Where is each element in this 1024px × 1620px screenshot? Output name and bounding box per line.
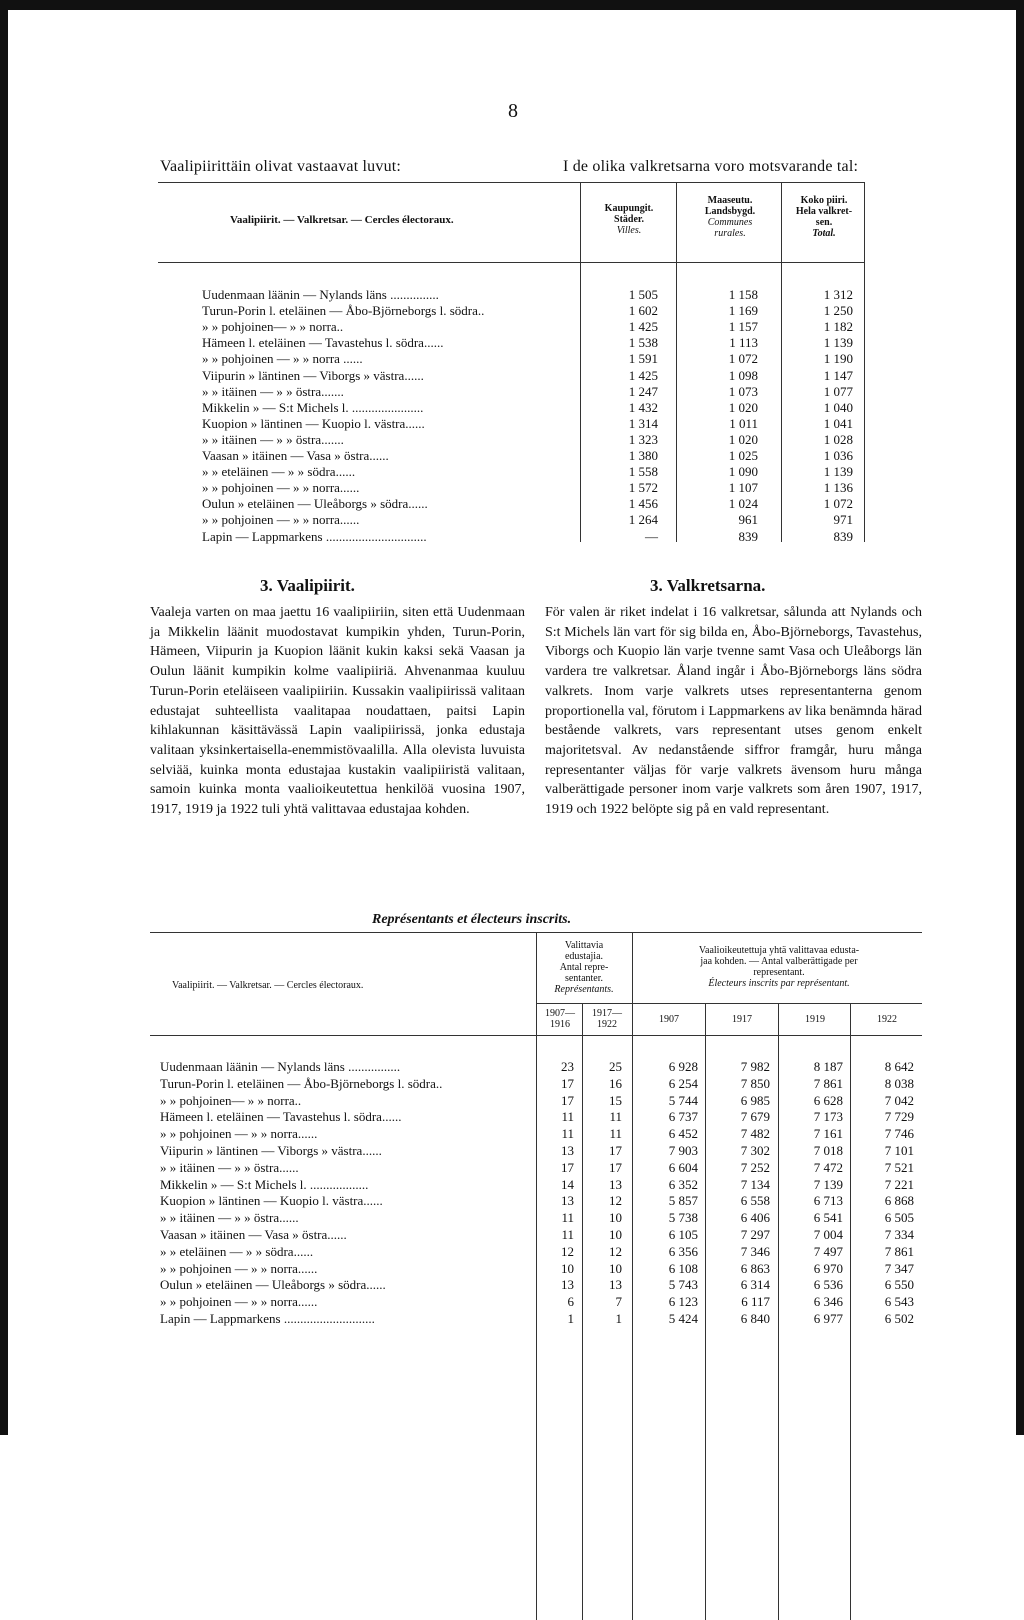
section-title-sv: 3. Valkretsarna. — [650, 576, 766, 595]
table-cell-1922: 7 521 — [884, 1159, 914, 1175]
table-row-label: » » itäinen — » » östra....... — [202, 431, 344, 447]
table-cell-1917: 7 134 — [740, 1176, 770, 1192]
table-cell-1917: 6 558 — [740, 1193, 770, 1209]
table-cell-rep-1917: 15 — [609, 1092, 622, 1108]
table-row-label: Mikkelin » — S:t Michels l. ...................... — [202, 399, 424, 415]
table-cell-cities: 1 456 — [628, 496, 658, 512]
table-cell-rural: 1 090 — [728, 464, 758, 480]
page-number: 8 — [508, 100, 518, 122]
table-cell-cities: — — [645, 528, 658, 544]
table-cell-1919: 7 472 — [813, 1159, 843, 1175]
table-cell-rural: 1 020 — [728, 399, 758, 415]
table-row-label: » » itäinen — » » östra....... — [202, 383, 344, 399]
section-text-fi: Vaaleja varten on maa jaettu 16 vaalipiiriin, siten että Uudenmaan ja Mikkelin läänit muodostavat kumpikin yhden, Turun-Porin, Hämeen, Viipurin ja Kuopion läänit kukin kaksi sekä Vaasan ja Oulun läänit kumpikin kolme vaalipiiriä. Ahvenanmaa kuuluu Turun-Porin eteläiseen vaalipiiriin. Kussakin vaalipiirissä valitaan edustajat suhteellista vaalitapaa noudattaen, paitsi Lapin kihlakunnan käsittävässä Lapin vaalipiirissä, jonka edustaja valitaan yksinkertaisella-enemmistövaalilla. Alla olevista luvuista selviää, kuinka monta edustajaa kustakin vaalipiiristä valitaan, samoin kuinka monta vaalioikeutettua henkilöä vuosina 1907, 1917, 1919 ja 1922 tuli yhtä valittavaa edustajaa kohden. — [150, 605, 525, 818]
table-cell-1922: 6 868 — [884, 1193, 914, 1209]
table-cell-rep-1917: 16 — [609, 1075, 622, 1091]
table-row-label: Oulun » eteläinen — Uleåborgs » södra...... — [160, 1277, 386, 1293]
table-cell-cities: 1 602 — [628, 303, 658, 319]
table-cell-1922: 6 543 — [884, 1294, 914, 1310]
table-row-label: » » pohjoinen — » » norra...... — [160, 1260, 318, 1276]
table-row-label: » » itäinen — » » östra...... — [160, 1210, 299, 1226]
table-cell-1922: 6 505 — [884, 1210, 914, 1226]
table-cell-1922: 7 042 — [884, 1092, 914, 1108]
table-cell-1907: 6 108 — [668, 1260, 698, 1276]
table-cell-total: 839 — [833, 528, 853, 544]
table-cell-rep-1907: 17 — [561, 1092, 574, 1108]
table-cell-total: 1 136 — [823, 480, 853, 496]
table-row-label: » » pohjoinen — » » norra...... — [160, 1126, 318, 1142]
heading-fi: Vaalipiirittäin olivat vastaavat luvut: — [160, 158, 402, 175]
table-cell-1907: 6 105 — [668, 1227, 698, 1242]
table-row-label: Turun-Porin l. eteläinen — Åbo-Björneborgs l. södra.. — [202, 303, 485, 319]
table-cell-1917: 7 982 — [740, 1059, 770, 1074]
table-row-label: Hämeen l. eteläinen — Tavastehus l. södra...... — [202, 335, 444, 351]
table-cell-1922: 7 347 — [884, 1260, 914, 1276]
section-text-sv: För valen är riket indelat i 16 valkretsar, sålunda att Nylands och S:t Michels län vart för sig bilda en, Åbo-Björneborgs, Tavastehus, Viborgs och Kuopio län varje tvenne samt Vasa och Uleåborgs län vardera tre valkretsar. Åland ingår i Åbo-Björneborgs läns södra valkrets. Inom varje valkrets utses representanterna genom proportionella val, förutom i Lappmarkens av lika benämnda härad bestående valkrets, vars representant utses genom enkelt majoritetsval. Av nedanstående siffror framgår, huru många representanter väljas för varje valkrets ävensom huru många valberättigade personer inom varje valkrets som åren 1907, 1917, 1919 och 1922 belöpte sig på en vald representant. — [545, 605, 922, 818]
table-cell-1907: 6 452 — [668, 1126, 698, 1142]
scan-border-top — [0, 0, 1024, 10]
table-cell-1907: 6 352 — [668, 1176, 698, 1192]
table-cell-rep-1907: 13 — [561, 1193, 574, 1209]
table-cell-1919: 7 018 — [813, 1143, 843, 1158]
t2-col-rep: Valittavia edustajia. Antal repre- sentanter. Représentants. — [554, 940, 614, 995]
t2-year-1917: 1917 — [732, 1014, 752, 1025]
table-row-label: Lapin — Lappmarkens ............................... — [202, 528, 427, 544]
table-cell-total: 971 — [833, 512, 853, 528]
table-cell-1907: 5 743 — [668, 1277, 698, 1293]
table-cell-rep-1917: 12 — [609, 1243, 622, 1259]
table-row-label: Lapin — Lappmarkens ............................ — [160, 1311, 375, 1326]
table-cell-total: 1 028 — [823, 431, 853, 447]
table-cell-total: 1 040 — [823, 399, 853, 415]
table-cell-1919: 6 713 — [813, 1193, 843, 1209]
table-cell-rep-1917: 11 — [609, 1126, 622, 1142]
table-cell-1917: 6 863 — [740, 1260, 770, 1276]
table-cell-1919: 6 977 — [813, 1311, 843, 1326]
table-cell-1907: 7 903 — [668, 1143, 698, 1158]
t2-col-elect: Vaalioikeutettuja yhtä valittavaa edusta- jaa kohden. — Antal valberättigade per representant. Électeurs inscrits par représentant. — [698, 945, 860, 989]
table-row-label: Mikkelin » — S:t Michels l. .................. — [160, 1176, 369, 1192]
table-cell-total: 1 312 — [823, 287, 853, 302]
table-cell-1917: 7 346 — [740, 1243, 770, 1259]
table-cell-total: 1 036 — [823, 448, 853, 463]
table-cell-1919: 7 497 — [813, 1243, 843, 1259]
table-cell-1907: 6 123 — [668, 1294, 698, 1310]
table-cell-rural: 1 157 — [728, 319, 758, 335]
t2-col-label: Vaalipiirit. — Valkretsar. — Cercles électoraux. — [172, 980, 364, 991]
table-row-label: Turun-Porin l. eteläinen — Åbo-Björneborgs l. södra.. — [160, 1075, 443, 1091]
table-row-label: Viipurin » läntinen — Viborgs » västra...... — [202, 367, 424, 383]
table-cell-rep-1917: 10 — [609, 1227, 622, 1242]
table-cell-1919: 7 861 — [813, 1075, 843, 1091]
table-row-label: Uudenmaan läänin — Nylands läns ................ — [160, 1059, 401, 1074]
table-row-label: » » pohjoinen — » » norra...... — [202, 480, 360, 496]
table-cell-1922: 6 550 — [884, 1277, 914, 1293]
table-cell-1917: 7 482 — [740, 1126, 770, 1142]
table-cell-rep-1917: 17 — [609, 1143, 622, 1158]
table-cell-rep-1917: 10 — [609, 1260, 622, 1276]
table-cell-cities: 1 558 — [628, 464, 658, 480]
table-cell-rural: 1 169 — [728, 303, 758, 319]
table-cell-rural: 961 — [738, 512, 758, 528]
table-cell-total: 1 147 — [823, 367, 853, 383]
table-row-label: » » pohjoinen— » » norra.. — [160, 1092, 302, 1108]
table-row-label: Oulun » eteläinen — Uleåborgs » södra...... — [202, 496, 428, 512]
t1-col-label: Vaalipiirit. — Valkretsar. — Cercles électoraux. — [230, 214, 454, 226]
table-cell-cities: 1 264 — [628, 512, 658, 528]
table-cell-1907: 6 254 — [668, 1075, 698, 1091]
table-row-label: Kuopion » läntinen — Kuopio l. västra...... — [160, 1193, 383, 1209]
table-cell-rural: 1 098 — [728, 367, 758, 383]
table-cell-rep-1917: 11 — [609, 1109, 622, 1125]
table-cell-rural: 1 020 — [728, 431, 758, 447]
table-cell-1919: 8 187 — [813, 1059, 843, 1074]
table-cell-1919: 6 628 — [813, 1092, 843, 1108]
heading-sv: I de olika valkretsarna voro motsvarande tal: — [563, 158, 859, 175]
table-cell-total: 1 139 — [823, 335, 853, 351]
table-cell-cities: 1 425 — [628, 319, 658, 335]
table-cell-1907: 6 356 — [668, 1243, 698, 1259]
table-row-label: Vaasan » itäinen — Vasa » östra...... — [202, 448, 389, 463]
table-cell-cities: 1 314 — [628, 415, 658, 431]
table-cell-rep-1907: 11 — [561, 1109, 574, 1125]
table-cell-1919: 6 541 — [813, 1210, 843, 1226]
table-cell-cities: 1 505 — [628, 287, 658, 302]
table-cell-rep-1907: 1 — [567, 1311, 574, 1326]
table-cell-rep-1907: 11 — [561, 1227, 574, 1242]
table-cell-total: 1 182 — [823, 319, 853, 335]
t2-year-1919: 1919 — [805, 1014, 825, 1025]
table-cell-1907: 6 737 — [668, 1109, 698, 1125]
table-cell-rep-1917: 13 — [609, 1277, 622, 1293]
table-cell-cities: 1 247 — [628, 383, 658, 399]
table-row-label: » » itäinen — » » östra...... — [160, 1159, 299, 1175]
table-row-label: » » eteläinen — » » södra...... — [160, 1243, 314, 1259]
table-cell-cities: 1 425 — [628, 367, 658, 383]
table-cell-rep-1907: 10 — [561, 1260, 574, 1276]
table-cell-1907: 5 744 — [668, 1092, 698, 1108]
table-cell-rep-1907: 11 — [561, 1210, 574, 1226]
table-cell-rural: 1 025 — [728, 448, 758, 463]
table-cell-rep-1907: 13 — [561, 1143, 574, 1158]
table-cell-rep-1907: 17 — [561, 1159, 574, 1175]
table-cell-1917: 7 850 — [740, 1075, 770, 1091]
t1-col-cities: Kaupungit. Städer. Villes. — [604, 203, 654, 236]
t2-year-rep-1: 1907—1916 — [545, 1008, 575, 1030]
table-cell-1922: 7 101 — [884, 1143, 914, 1158]
table-cell-rep-1917: 13 — [609, 1176, 622, 1192]
table-row-label: » » pohjoinen — » » norra...... — [160, 1294, 318, 1310]
table-row-label: » » pohjoinen— » » norra.. — [202, 319, 344, 335]
table-cell-1907: 5 424 — [668, 1311, 698, 1326]
table-cell-1919: 7 173 — [813, 1109, 843, 1125]
table-cell-rep-1907: 17 — [561, 1075, 574, 1091]
table-cell-cities: 1 323 — [628, 431, 658, 447]
table-cell-total: 1 072 — [823, 496, 853, 512]
table-cell-total: 1 250 — [823, 303, 853, 319]
table-cell-rep-1917: 12 — [609, 1193, 622, 1209]
table-cell-rural: 1 107 — [728, 480, 758, 496]
t2-year-1907: 1907 — [659, 1014, 679, 1025]
table-cell-1922: 8 038 — [884, 1075, 914, 1091]
table-cell-1922: 6 502 — [884, 1311, 914, 1326]
t2-year-1922: 1922 — [877, 1014, 897, 1025]
table-cell-1917: 6 985 — [740, 1092, 770, 1108]
table-cell-1919: 7 004 — [813, 1227, 843, 1242]
table-row-label: » » eteläinen — » » södra...... — [202, 464, 356, 480]
table-cell-total: 1 139 — [823, 464, 853, 480]
table-cell-rep-1917: 17 — [609, 1159, 622, 1175]
table-cell-cities: 1 538 — [628, 335, 658, 351]
table-cell-total: 1 190 — [823, 351, 853, 367]
table-cell-1917: 7 302 — [740, 1143, 770, 1158]
table-cell-total: 1 077 — [823, 383, 853, 399]
table-cell-cities: 1 380 — [628, 448, 658, 463]
table-2-caption: Représentants et électeurs inscrits. — [372, 912, 572, 927]
table-cell-1917: 6 406 — [740, 1210, 770, 1226]
table-row-label: Hämeen l. eteläinen — Tavastehus l. södra...... — [160, 1109, 402, 1125]
table-cell-1907: 5 857 — [668, 1193, 698, 1209]
table-cell-rep-1917: 1 — [615, 1311, 622, 1326]
table-cell-1917: 7 297 — [740, 1227, 770, 1242]
table-cell-1919: 6 346 — [813, 1294, 843, 1310]
scan-border-left — [0, 0, 8, 1435]
table-cell-rep-1907: 6 — [567, 1294, 574, 1310]
table-cell-1917: 6 117 — [741, 1294, 770, 1310]
scan-border-right — [1016, 0, 1024, 1435]
table-cell-1919: 7 139 — [813, 1176, 843, 1192]
table-row-label: » » pohjoinen — » » norra...... — [202, 512, 360, 528]
table-cell-rural: 839 — [738, 528, 758, 544]
table-cell-rep-1917: 10 — [609, 1210, 622, 1226]
table-row-label: » » pohjoinen — » » norra ...... — [202, 351, 363, 367]
table-row-label: Uudenmaan läänin — Nylands läns ............... — [202, 287, 439, 302]
table-cell-1907: 5 738 — [668, 1210, 698, 1226]
table-cell-rural: 1 072 — [728, 351, 758, 367]
table-cell-cities: 1 432 — [628, 399, 658, 415]
table-cell-1917: 6 840 — [740, 1311, 770, 1326]
table-cell-1922: 7 221 — [884, 1176, 914, 1192]
table-cell-rep-1907: 13 — [561, 1277, 574, 1293]
t1-col-total: Koko piiri. Hela valkret- sen. Total. — [795, 195, 853, 239]
table-cell-rural: 1 113 — [729, 335, 758, 351]
table-cell-rural: 1 073 — [728, 383, 758, 399]
table-cell-1922: 7 746 — [884, 1126, 914, 1142]
table-row-label: Viipurin » läntinen — Viborgs » västra...... — [160, 1143, 382, 1158]
table-cell-rep-1907: 12 — [561, 1243, 574, 1259]
table-row-label: Vaasan » itäinen — Vasa » östra...... — [160, 1227, 347, 1242]
table-cell-cities: 1 591 — [628, 351, 658, 367]
table-cell-1919: 6 536 — [813, 1277, 843, 1293]
table-cell-rep-1907: 23 — [561, 1059, 574, 1074]
table-cell-1922: 8 642 — [884, 1059, 914, 1074]
table-cell-1907: 6 604 — [668, 1159, 698, 1175]
table-cell-1922: 7 729 — [884, 1109, 914, 1125]
table-cell-rep-1907: 14 — [561, 1176, 574, 1192]
table-cell-rep-1907: 11 — [561, 1126, 574, 1142]
table-cell-1917: 7 679 — [740, 1109, 770, 1125]
table-cell-rural: 1 011 — [729, 415, 758, 431]
table-cell-1917: 7 252 — [740, 1159, 770, 1175]
table-cell-rep-1917: 7 — [615, 1294, 622, 1310]
table-cell-1922: 7 861 — [884, 1243, 914, 1259]
table-row-label: Kuopion » läntinen — Kuopio l. västra...... — [202, 415, 425, 431]
t2-year-rep-2: 1917—1922 — [592, 1008, 622, 1030]
table-cell-cities: 1 572 — [628, 480, 658, 496]
table-cell-rural: 1 024 — [728, 496, 758, 512]
section-title-fi: 3. Vaalipiirit. — [260, 576, 355, 595]
table-cell-rep-1917: 25 — [609, 1059, 622, 1074]
table-cell-1907: 6 928 — [668, 1059, 698, 1074]
table-cell-1919: 7 161 — [813, 1126, 843, 1142]
table-cell-rural: 1 158 — [728, 287, 758, 302]
table-cell-total: 1 041 — [823, 415, 853, 431]
table-cell-1919: 6 970 — [813, 1260, 843, 1276]
t1-col-rural: Maaseutu. Landsbygd. Communes rurales. — [704, 195, 756, 239]
table-cell-1917: 6 314 — [740, 1277, 770, 1293]
table-cell-1922: 7 334 — [884, 1227, 914, 1242]
